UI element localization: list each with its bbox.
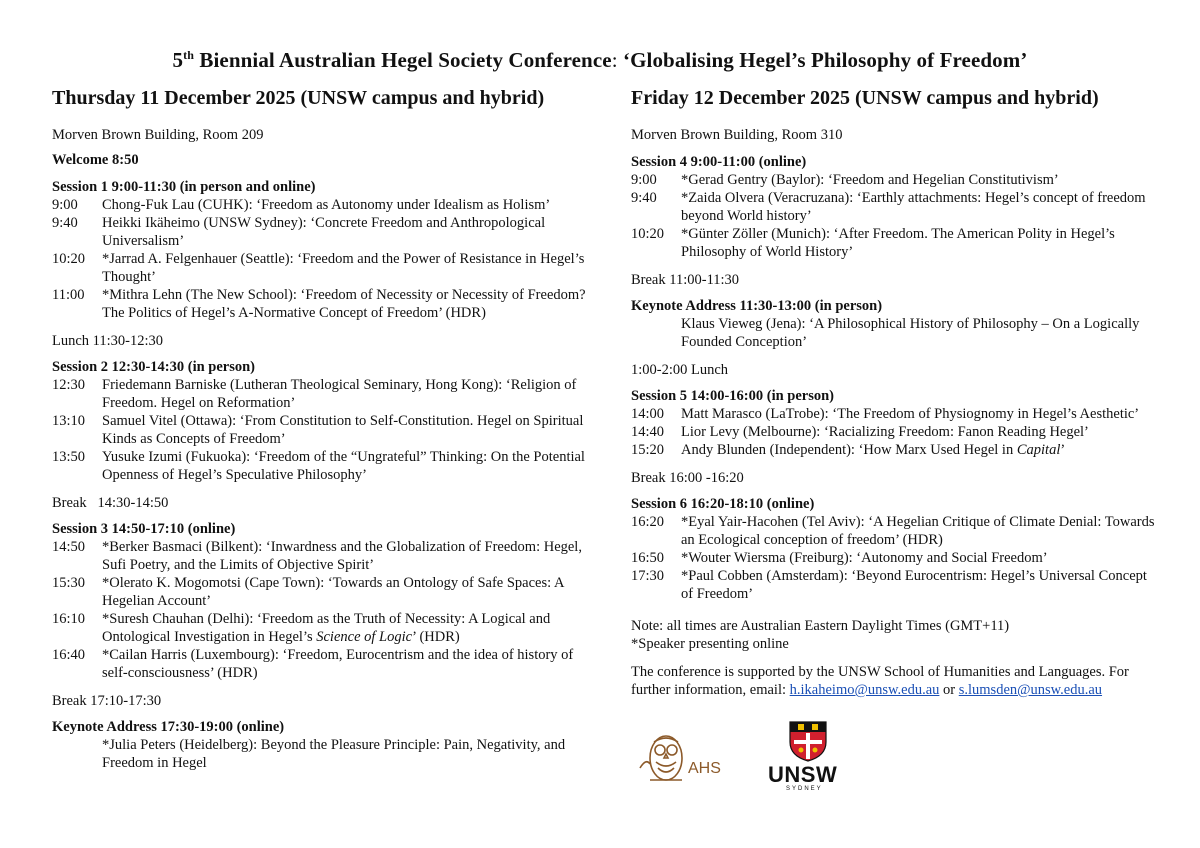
friday-keynote-title: Keynote Address 11:30-13:00 (in person) xyxy=(631,298,883,314)
talk-time: 16:40 xyxy=(52,647,86,663)
thursday-break-2: Break 17:10-17:30 xyxy=(52,693,162,709)
session-6 xyxy=(631,495,1156,603)
owl-icon xyxy=(636,728,751,788)
thursday-room: Morven Brown Building, Room 209 xyxy=(52,127,264,143)
session-1 xyxy=(52,178,592,322)
talk-time: 10:20 xyxy=(631,226,665,242)
friday-room: Morven Brown Building, Room 310 xyxy=(631,127,843,143)
talk-row xyxy=(52,196,592,214)
talk-row xyxy=(52,610,592,646)
support-sentence: The conference is supported by the UNSW School of Humanities and Languages. For further information, email: xyxy=(631,664,1129,698)
thursday-keynote-title: Keynote Address 17:30-19:00 (online) xyxy=(52,719,285,735)
friday-lunch: 1:00-2:00 Lunch xyxy=(631,362,729,378)
talk-text-part: Andy Blunden (Independent): ‘How Marx Used Hegel in xyxy=(681,442,1017,458)
welcome: Welcome 8:50 xyxy=(52,152,139,168)
session-2-title: Session 2 12:30-14:30 (in person) xyxy=(52,359,256,375)
talk-text-italic: Science of Logic xyxy=(316,629,413,645)
talk-text: Yusuke Izumi (Fukuoka): ‘Freedom of the “Ungrateful” Thinking: On the Potential Openness of Hegel’s Speculative Philosophy’ xyxy=(102,449,585,483)
talk-text: *Berker Basmaci (Bilkent): ‘Inwardness and the Globalization of Freedom: Hegel, Sufi Poetry, and the Limits of Objective Spirit’ xyxy=(102,539,582,573)
session-4-title: Session 4 9:00-11:00 (online) xyxy=(631,154,807,170)
ahs-label: AHS xyxy=(688,760,721,777)
talk-row xyxy=(52,538,592,574)
talk-time: 10:20 xyxy=(52,251,86,267)
title-ordinal: 5 xyxy=(172,48,184,72)
talk-row xyxy=(631,405,1156,423)
email-link-1[interactable]: h.ikaheimo@unsw.edu.au xyxy=(789,682,940,698)
talk-row xyxy=(52,412,592,448)
unsw-crest-icon xyxy=(788,720,828,762)
talk-time: 16:20 xyxy=(631,514,665,530)
friday-break-2: Break 16:00 -16:20 xyxy=(631,470,744,486)
unsw-sub-label: SYDNEY xyxy=(786,786,823,792)
session-1-title: Session 1 9:00-11:30 (in person and online) xyxy=(52,179,316,195)
talk-row xyxy=(631,423,1156,441)
talk-time: 9:40 xyxy=(52,215,78,231)
session-3-title: Session 3 14:50-17:10 (online) xyxy=(52,521,236,537)
session-5-title: Session 5 14:00-16:00 (in person) xyxy=(631,388,835,404)
talk-row xyxy=(52,214,592,250)
talk-text xyxy=(681,441,1156,459)
talk-row xyxy=(52,376,592,412)
support-or: or xyxy=(939,682,959,698)
page-title xyxy=(0,48,1200,73)
talk-time: 16:10 xyxy=(52,611,86,627)
session-2 xyxy=(52,358,592,484)
talk-text: Lior Levy (Melbourne): ‘Racializing Freedom: Fanon Reading Hegel’ xyxy=(681,424,1089,440)
talk-row xyxy=(52,574,592,610)
talk-time: 11:00 xyxy=(52,287,85,303)
talk-time: 15:30 xyxy=(52,575,86,591)
talk-row xyxy=(631,315,1156,351)
talk-row xyxy=(52,448,592,484)
talk-time: 13:10 xyxy=(52,413,86,429)
ahs-logo xyxy=(636,728,751,788)
talk-text: *Paul Cobben (Amsterdam): ‘Beyond Eurocentrism: Hegel’s Universal Concept of Freedom’ xyxy=(681,568,1147,602)
talk-text: Samuel Vitel (Ottawa): ‘From Constitution to Self-Constitution. Hegel on Spiritual Kinds as Concepts of Freedom’ xyxy=(102,413,584,447)
thursday-keynote xyxy=(52,718,592,772)
talk-text: Matt Marasco (LaTrobe): ‘The Freedom of Physiognomy in Hegel’s Aesthetic’ xyxy=(681,406,1140,422)
talk-text: Heikki Ikäheimo (UNSW Sydney): ‘Concrete Freedom and Anthropological Universalism’ xyxy=(102,215,546,249)
title-main: Biennial Australian Hegel Society Conference xyxy=(194,48,612,72)
talk-time: 13:50 xyxy=(52,449,86,465)
talk-text: *Zaida Olvera (Veracruzana): ‘Earthly attachments: Hegel’s concept of freedom beyond World history’ xyxy=(681,190,1146,224)
session-4 xyxy=(631,153,1156,261)
talk-text: *Olerato K. Mogomotsi (Cape Town): ‘Towards an Ontology of Safe Spaces: A Hegelian Account’ xyxy=(102,575,564,609)
friday-break-1: Break 11:00-11:30 xyxy=(631,272,740,288)
timezone-note: Note: all times are Australian Eastern Daylight Times (GMT+11) xyxy=(631,618,1010,634)
talk-time: 9:00 xyxy=(631,172,657,188)
talk-text-part: ’ (HDR) xyxy=(412,629,460,645)
talk-text: *Mithra Lehn (The New School): ‘Freedom of Necessity or Necessity of Freedom? The Politics of Hegel’s A-Normative Concept of Freedom’ (HDR) xyxy=(102,287,586,321)
talk-text-italic: Capital xyxy=(1016,442,1061,458)
online-note: *Speaker presenting online xyxy=(631,636,789,652)
talk-time: 15:20 xyxy=(631,442,665,458)
session-3 xyxy=(52,520,592,682)
talk-row xyxy=(52,250,592,286)
talk-time: 14:00 xyxy=(631,406,665,422)
talk-time: 9:00 xyxy=(52,197,78,213)
friday-heading: Friday 12 December 2025 (UNSW campus and hybrid) xyxy=(631,87,1099,109)
talk-time: 16:50 xyxy=(631,550,665,566)
talk-row xyxy=(631,171,1156,189)
talk-row xyxy=(631,441,1156,459)
talk-text: *Wouter Wiersma (Freiburg): ‘Autonomy and Social Freedom’ xyxy=(681,550,1048,566)
talk-text: Klaus Vieweg (Jena): ‘A Philosophical History of Philosophy – On a Logically Founded Conception’ xyxy=(681,316,1140,350)
friday-keynote xyxy=(631,297,1156,351)
talk-text: Friedemann Barniske (Lutheran Theological Seminary, Hong Kong): ‘Religion of Freedom. Hegel on Reformation’ xyxy=(102,377,577,411)
talk-time: 14:40 xyxy=(631,424,665,440)
support-text xyxy=(631,663,1156,699)
talk-time: 14:50 xyxy=(52,539,86,555)
talk-text-part: *Suresh Chauhan (Delhi): ‘Freedom as the Truth of Necessity: A Logical and Ontological Investigation in Hegel’s xyxy=(102,611,551,645)
talk-row xyxy=(631,189,1156,225)
thursday-heading: Thursday 11 December 2025 (UNSW campus and hybrid) xyxy=(52,87,545,109)
logos xyxy=(636,720,886,800)
session-5 xyxy=(631,387,1156,459)
talk-text-part: ’ xyxy=(1060,442,1066,458)
thursday-break-1: Break 14:30-14:50 xyxy=(52,495,169,511)
talk-time: 17:30 xyxy=(631,568,665,584)
talk-text: *Eyal Yair-Hacohen (Tel Aviv): ‘A Hegelian Critique of Climate Denial: Towards an Ecological conception of freedom’ (HDR) xyxy=(681,514,1155,548)
talk-row xyxy=(631,549,1156,567)
title-ordinal-suffix: th xyxy=(183,48,195,62)
talk-text: *Gerad Gentry (Baylor): ‘Freedom and Hegelian Constitutivism’ xyxy=(681,172,1059,188)
talk-text: *Jarrad A. Felgenhauer (Seattle): ‘Freedom and the Power of Resistance in Hegel’s Thought’ xyxy=(102,251,585,285)
talk-row xyxy=(631,567,1156,603)
talk-text: Chong-Fuk Lau (CUHK): ‘Freedom as Autonomy under Idealism as Holism’ xyxy=(102,197,551,213)
talk-row xyxy=(52,646,592,682)
title-sep: : xyxy=(611,48,623,72)
thursday-lunch: Lunch 11:30-12:30 xyxy=(52,333,164,349)
talk-text: *Julia Peters (Heidelberg): Beyond the Pleasure Principle: Pain, Negativity, and Freedom in Hegel xyxy=(102,737,566,771)
thursday-column xyxy=(52,86,592,782)
friday-column xyxy=(631,86,1156,699)
talk-text xyxy=(102,610,592,646)
talk-time: 9:40 xyxy=(631,190,657,206)
talk-row xyxy=(631,225,1156,261)
talk-row xyxy=(631,513,1156,549)
talk-time: 12:30 xyxy=(52,377,86,393)
session-6-title: Session 6 16:20-18:10 (online) xyxy=(631,496,815,512)
talk-text: *Günter Zöller (Munich): ‘After Freedom. The American Polity in Hegel’s Philosophy of World History’ xyxy=(681,226,1115,260)
unsw-label: UNSW xyxy=(768,762,838,787)
title-theme: ‘Globalising Hegel’s Philosophy of Freedom’ xyxy=(622,48,1028,72)
talk-row xyxy=(52,286,592,322)
talk-text: *Cailan Harris (Luxembourg): ‘Freedom, Eurocentrism and the idea of history of self-consciousness’ (HDR) xyxy=(102,647,574,681)
talk-row xyxy=(52,736,592,772)
email-link-2[interactable]: s.lumsden@unsw.edu.au xyxy=(958,682,1103,698)
